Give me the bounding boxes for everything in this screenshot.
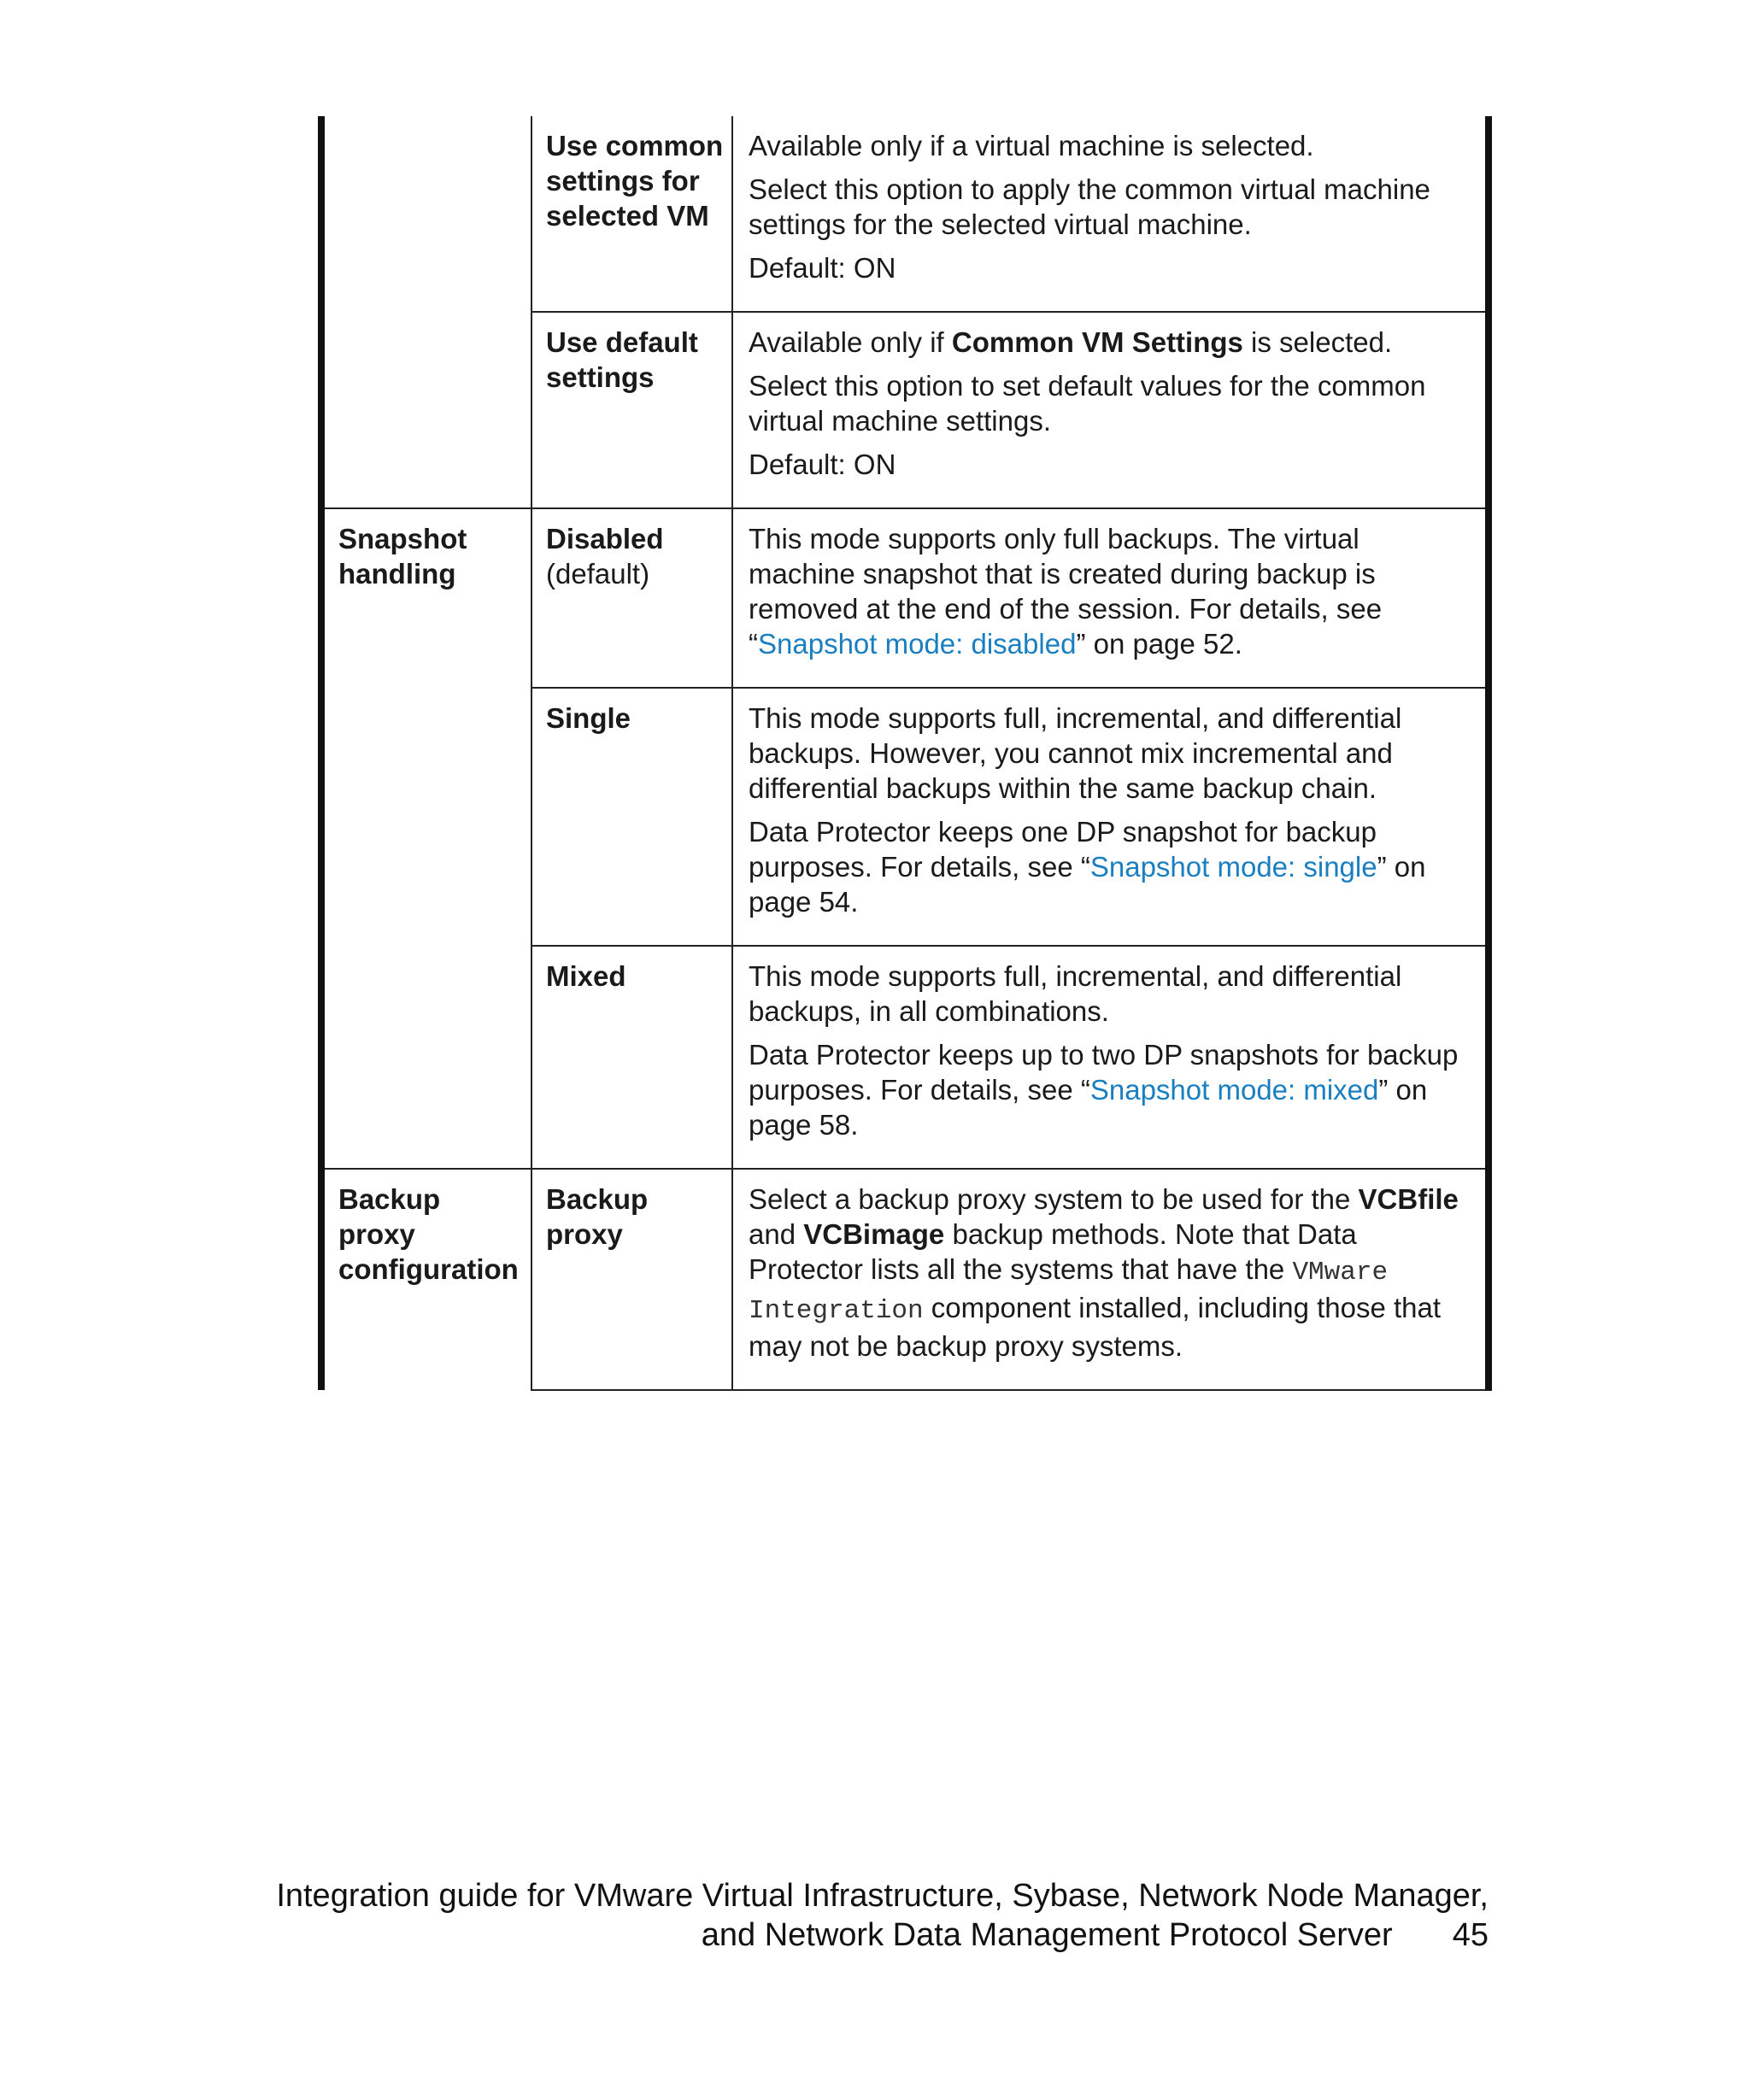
document-title: Integration guide for VMware Virtual Infrastructure, Sybase, Network Node Manager, (276, 1878, 1489, 1914)
options-table (318, 116, 1492, 1391)
option-note: (default) (546, 558, 650, 590)
description-text: Select a backup proxy system to be used for the VCBfile and VCBimage backup methods. Note that Data Protector lists all the systems that have the VMware Integration component installed, including those that may not be backup proxy systems. (749, 1183, 1459, 1362)
description-text: Data Protector keeps one DP snapshot for backup purposes. For details, see “Snapshot mode: single” on page 54. (749, 816, 1426, 918)
table-row (321, 688, 1489, 946)
description-cell (732, 508, 1489, 688)
description-text: Available only if Common VM Settings is selected. (749, 326, 1393, 358)
table-row (321, 116, 1489, 312)
option-cell (531, 1169, 732, 1390)
page-footer (276, 1876, 1489, 1955)
option-name: Mixed (546, 960, 626, 992)
cross-reference-link[interactable]: Snapshot mode: mixed (1089, 1074, 1379, 1106)
table-row (321, 508, 1489, 688)
option-cell (531, 946, 732, 1169)
description-text: This mode supports full, incremental, and differential backups, in all combinations. (749, 960, 1402, 1027)
cross-reference-link[interactable]: Snapshot mode: disabled (758, 628, 1077, 660)
description-cell (732, 688, 1489, 946)
option-name: Use default settings (546, 326, 698, 393)
method-name: VCBfile (1358, 1183, 1459, 1215)
description-text: Available only if a virtual machine is selected. (749, 130, 1314, 161)
table-row (321, 312, 1489, 508)
setting-name: Common VM Settings (951, 326, 1243, 358)
description-cell (732, 116, 1489, 312)
category-name: Snapshot handling (338, 523, 467, 590)
description-text: This mode supports only full backups. The virtual machine snapshot that is created during backup is removed at the end of the session. For details, see “Snapshot mode: disabled” on page 52. (749, 523, 1383, 660)
description-cell (732, 312, 1489, 508)
description-text: Select this option to set default values for the common virtual machine settings. (749, 370, 1426, 437)
category-name: Backup proxy configuration (338, 1183, 519, 1285)
page-number: 45 (1452, 1917, 1489, 1953)
table-row (321, 946, 1489, 1169)
option-cell (531, 116, 732, 312)
description-cell (732, 1169, 1489, 1390)
option-name: Backup proxy (546, 1183, 649, 1250)
option-name: Single (546, 702, 631, 734)
description-text: Select this option to apply the common virtual machine settings for the selected virtual machine. (749, 173, 1430, 240)
component-name: VMware Integration (749, 1258, 1389, 1326)
category-cell (321, 116, 531, 312)
description-text: This mode supports full, incremental, and differential backups. However, you cannot mix incremental and differential backups within the same backup chain. (749, 702, 1402, 804)
option-name: Use common settings for selected VM (546, 130, 724, 232)
category-cell (321, 312, 531, 508)
category-cell (321, 688, 531, 946)
default-value: Default: ON (749, 252, 896, 284)
category-cell (321, 1169, 531, 1390)
option-cell (531, 508, 732, 688)
option-cell (531, 312, 732, 508)
description-cell (732, 946, 1489, 1169)
document-title-continued: and Network Data Management Protocol Server 45 (701, 1917, 1489, 1953)
cross-reference-link[interactable]: Snapshot mode: single (1089, 851, 1377, 883)
category-cell (321, 946, 531, 1169)
option-cell (531, 688, 732, 946)
default-value: Default: ON (749, 449, 896, 480)
method-name: VCBimage (803, 1218, 945, 1250)
option-name: Disabled (546, 523, 664, 554)
description-text: Data Protector keeps up to two DP snapshots for backup purposes. For details, see “Snapshot mode: mixed” on page 58. (749, 1039, 1459, 1141)
table-row (321, 1169, 1489, 1390)
category-cell (321, 508, 531, 688)
